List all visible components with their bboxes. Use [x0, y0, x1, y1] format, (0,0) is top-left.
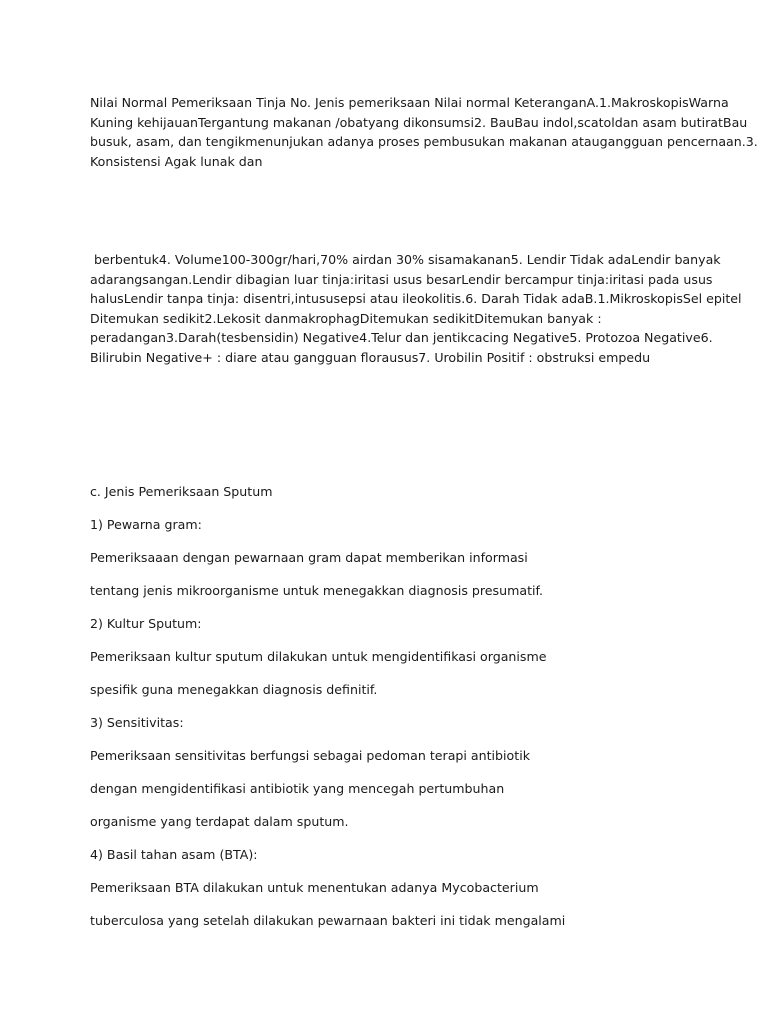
text-line: Pemeriksaaan dengan pewarnaan gram dapat memberikan informasi: [90, 550, 528, 565]
text-line: Ditemukan sedikit2.Lekosit danmakrophagDitemukan sedikitDitemukan banyak :: [90, 310, 602, 326]
subheading-pewarna-gram: 1) Pewarna gram:: [90, 517, 202, 532]
text-line: organisme yang terdapat dalam sputum.: [90, 814, 349, 829]
text-line: Bilirubin Negative+ : diare atau gangguan florausus7. Urobilin Positif : obstruksi empedu: [90, 349, 651, 365]
text-line: Pemeriksaan BTA dilakukan untuk menentukan adanya Mycobacterium: [90, 880, 539, 895]
text-line: busuk, asam, dan tengikmenunjukan adanya proses pembusukan makanan ataugangguan pencernaan.3.: [90, 134, 758, 149]
text-line: Nilai Normal Pemeriksaan Tinja No. Jenis pemeriksaan Nilai normal KeteranganA.1.MakroskopisWarna: [90, 95, 729, 110]
section-heading-sputum: c. Jenis Pemeriksaan Sputum: [90, 484, 273, 499]
text-line: Pemeriksaan kultur sputum dilakukan untuk mengidentifikasi organisme: [90, 649, 547, 664]
text-line: Konsistensi Agak lunak dan: [90, 153, 263, 169]
subheading-bta: 4) Basil tahan asam (BTA):: [90, 847, 258, 862]
text-line: Pemeriksaan sensitivitas berfungsi sebagai pedoman terapi antibiotik: [90, 748, 530, 763]
text-line: Kuning kehijauanTergantung makanan /obatyang dikonsumsi2. BauBau indol,scatoldan asam butiratBau: [90, 114, 748, 130]
text-line: dengan mengidentifikasi antibiotik yang mencegah pertumbuhan: [90, 781, 505, 796]
stool-paragraph-1: [90, 93, 758, 171]
text-line: halusLendir tanpa tinja: disentri,intususepsi atau ileokolitis.6. Darah Tidak adaB.1.MikroskopisSel epitel: [90, 291, 742, 306]
text-line: berbentuk4. Volume100-300gr/hari,70% airdan 30% sisamakanan5. Lendir Tidak adaLendir banyak: [90, 252, 721, 267]
text-line: tuberculosa yang setelah dilakukan pewarnaan bakteri ini tidak mengalami: [90, 913, 566, 928]
text-line: peradangan3.Darah(tesbensidin) Negative4.Telur dan jentikcacing Negative5. Protozoa Negative6.: [90, 330, 713, 345]
stool-paragraph-2: [90, 250, 742, 367]
text-line: adarangsangan.Lendir dibagian luar tinja:iritasi usus besarLendir bercampur tinja:iritasi pada usus: [90, 271, 713, 287]
subheading-sensitivitas: 3) Sensitivitas:: [90, 715, 184, 730]
text-line: tentang jenis mikroorganisme untuk menegakkan diagnosis presumatif.: [90, 583, 544, 598]
text-line: spesifik guna menegakkan diagnosis definitif.: [90, 682, 378, 697]
subheading-kultur-sputum: 2) Kultur Sputum:: [90, 616, 202, 631]
